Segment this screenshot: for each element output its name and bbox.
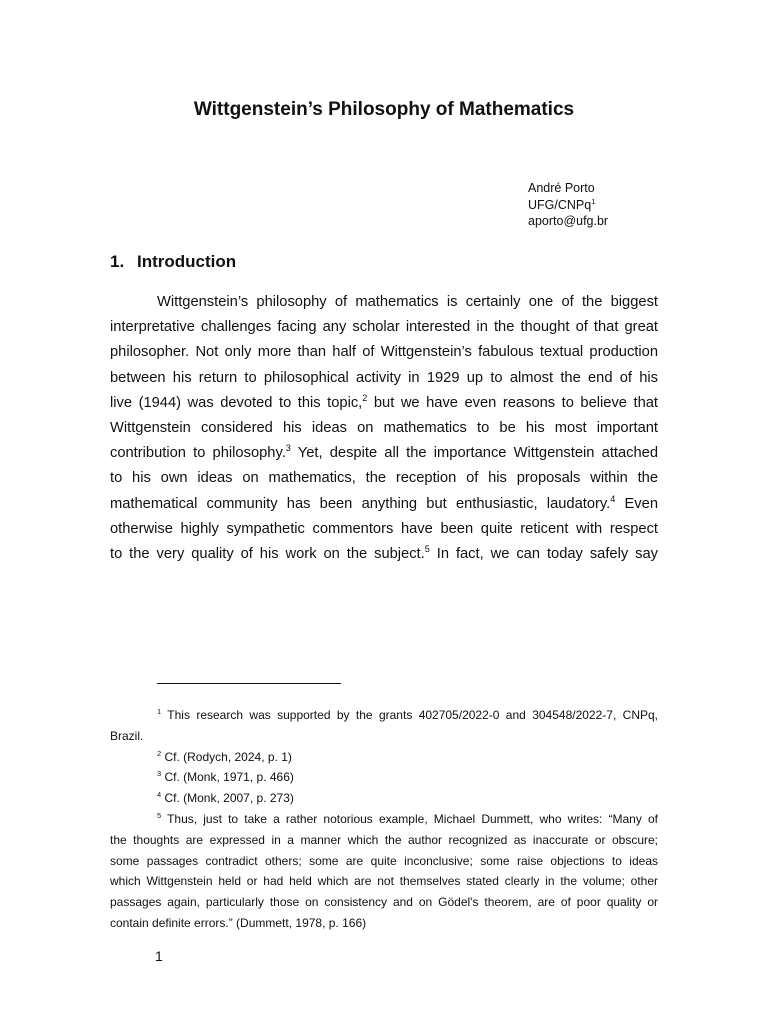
body-text-line	[110, 466, 658, 491]
body-text-line	[110, 290, 658, 315]
author-name: André Porto	[528, 181, 595, 195]
footnotes	[110, 705, 658, 934]
text-run: contribution to philosophy.	[110, 445, 286, 462]
author-affiliation: UFG/CNPq	[528, 197, 592, 212]
text-run: philosopher. Not only more than half of Wittgenstein’s fabulous textual production	[110, 344, 658, 361]
body-text-line	[110, 340, 658, 365]
text-run: Cf. (Monk, 1971, p. 466)	[161, 770, 294, 785]
introduction-paragraph	[110, 290, 658, 567]
text-run: Cf. (Monk, 2007, p. 273)	[161, 791, 294, 806]
body-text-line	[110, 542, 658, 567]
footnote-line	[110, 726, 658, 747]
footnote-marker[interactable]: 4	[610, 493, 616, 504]
text-run: to the very quality of his work on the subject.	[110, 545, 425, 562]
text-run: Brazil.	[110, 728, 144, 743]
body-text-line	[110, 391, 658, 416]
footnote-marker[interactable]: 5	[424, 543, 430, 554]
text-run: interpretative challenges facing any scholar interested in the thought of that great	[110, 319, 658, 336]
section-number: 1.	[110, 252, 125, 271]
text-run: passages again, particularly those on consistency and on Gödel's theorem, are of poor quality or	[110, 895, 658, 910]
text-run: contain definite errors.” (Dummett, 1978, p. 166)	[110, 915, 367, 930]
text-run: otherwise highly sympathetic commentors have been quite reticent with respect	[110, 520, 658, 537]
text-run: to his own ideas on mathematics, the reception of his proposals within the	[110, 470, 658, 487]
footnote-line	[110, 788, 658, 809]
footnote-line	[110, 871, 658, 892]
body-text-line	[110, 492, 658, 517]
footnote-line	[110, 747, 658, 768]
text-run: This research was supported by the grants 402705/2022-0 and 304548/2022-7, CNPq,	[161, 708, 658, 722]
section-title: Introduction	[137, 252, 237, 271]
text-run: but we have even reasons to believe that	[367, 394, 658, 411]
text-run: the thoughts are expressed in a manner which the author recognized as inaccurate or obscure;	[110, 832, 658, 847]
text-run: Wittgenstein considered his ideas on mathematics to be his most important	[110, 419, 658, 436]
body-text-line	[110, 517, 658, 542]
body-text-line	[110, 441, 658, 466]
text-run: some passages contradict others; some are quite inconclusive; some raise objections to ideas	[110, 853, 658, 868]
footnote-line	[110, 809, 658, 830]
footnote-marker[interactable]: 3	[285, 443, 291, 454]
footnote-marker[interactable]: 5	[157, 810, 162, 820]
footnote-marker[interactable]: 1	[157, 707, 162, 716]
footnote-line	[110, 830, 658, 851]
footnote-line	[110, 892, 658, 913]
footnote-marker[interactable]: 4	[157, 790, 162, 800]
footnote-marker[interactable]: 3	[157, 769, 162, 779]
footnote-line	[110, 851, 658, 872]
body-text-line	[110, 416, 658, 441]
text-run: between his return to philosophical activity in 1929 up to almost the end of his	[110, 369, 658, 386]
footnote-line	[110, 767, 658, 788]
text-run: Yet, despite all the importance Wittgenstein attached	[290, 445, 658, 462]
body-text-line	[110, 315, 658, 340]
body-text-line	[110, 366, 658, 391]
footnote-marker[interactable]: 2	[157, 748, 162, 758]
footnote-separator	[157, 683, 341, 684]
footnote-marker[interactable]: 2	[362, 392, 368, 403]
text-run: Thus, just to take a rather notorious example, Michael Dummett, who writes: “Many of	[161, 811, 658, 826]
paper-title: Wittgenstein’s Philosophy of Mathematics	[193, 99, 575, 120]
footnote-line	[110, 705, 658, 726]
text-run: In fact, we can today safely say	[429, 545, 658, 562]
author-block	[528, 180, 608, 230]
footnote-line	[110, 913, 658, 934]
text-run: Wittgenstein’s philosophy of mathematics is certainly one of the biggest	[157, 294, 658, 310]
author-affiliation-line	[528, 197, 608, 214]
page-number: 1	[155, 948, 163, 964]
author-email[interactable]: aporto@ufg.br	[528, 214, 609, 228]
text-run: which Wittgenstein held or had held which are not themselves stated clearly in the volume; other	[110, 874, 658, 889]
text-run: live (1944) was devoted to this topic,	[110, 394, 363, 411]
text-run: Cf. (Rodych, 2024, p. 1)	[161, 749, 292, 764]
text-run: mathematical community has been anything but enthusiastic, laudatory.	[110, 495, 611, 512]
affiliation-footnote-marker[interactable]: 1	[591, 196, 596, 206]
text-run: Even	[615, 495, 658, 512]
section-heading	[110, 252, 236, 272]
